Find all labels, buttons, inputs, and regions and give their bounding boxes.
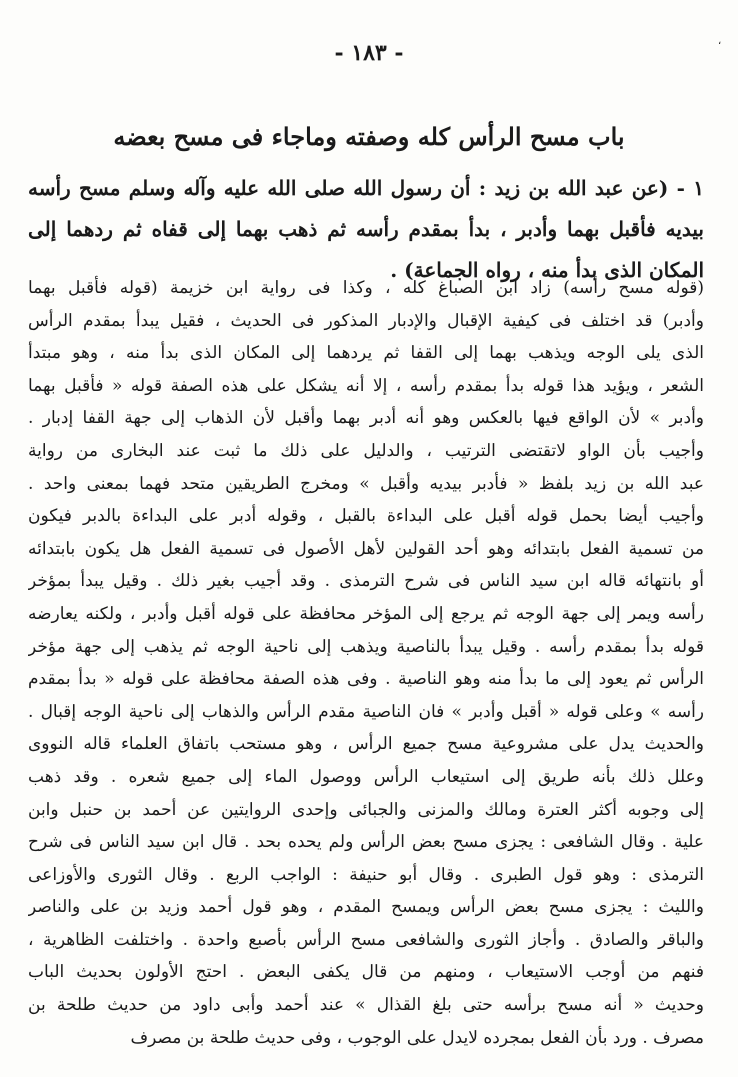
commentary-line: قوله بدأ بمقدم رأسه . وقيل يبدأ بالناصية ويذهب إلى ناحية الوجه ثم يذهب إلى جهة مؤخر	[28, 636, 704, 657]
commentary-line: علية . وقال الشافعى : يجزى مسح بعض الرأس ولم يحده بحد . قال ابن سيد الناس فى شرح	[28, 832, 704, 853]
commentary-line: والليث : يجزى مسح بعض الرأس ويمسح المقدم ، وهو قول أحمد وزيد بن على والناصر	[28, 897, 704, 918]
commentary-line: فنهم من أوجب الاستيعاب ، ومنهم من قال يكفى البعض . احتج الأولون بحديث الباب	[28, 962, 704, 983]
corner-mark: ،	[718, 36, 722, 47]
chapter-title: باب مسح الرأس كله وصفته وماجاء فى مسح بعضه	[113, 122, 625, 151]
commentary-line: الشعر ، ويؤيد هذا قوله بدأ بمقدم رأسه ، إلا أنه يشكل على هذه الصفة قوله « فأقبل بهما	[28, 375, 704, 396]
commentary	[28, 272, 704, 1054]
hadith-text: ١ - (عن عبد الله بن زيد : أن رسول الله صلى الله عليه وآله وسلم مسح رأسه بيديه فأقبل بهما وأدبر ، بدأ بمقدم رأسه ثم ذهب بهما إلى قفاه ثم ردهما إلى المكان الذى بدأ منه ، رواه الجماعة) .	[28, 176, 704, 282]
commentary-line: وأجيب بأن الواو لاتقتضى الترتيب ، والدليل على ذلك ما ثبت عند البخارى من رواية	[28, 440, 704, 461]
commentary-line: (قوله مسح رأسه) زاد ابن الصباغ كله ، وكذا فى رواية ابن خزيمة (قوله فأقبل بهما	[28, 278, 704, 298]
commentary-line: وأدبر » لأن الواقع فيها بالعكس وهو أنه أدبر بهما وأقبل لأن الذهاب إلى جهة القفا إدبار .	[28, 408, 704, 429]
commentary-line: رأسه ويمر إلى جهة الوجه ثم يرجع إلى المؤخر محافظة على قوله أقبل وأدبر ، ولكنه يعارضه	[28, 603, 704, 624]
commentary-line: الترمذى : وهو قول الطبرى . وقال أبو حنيفة : الواجب الربع . وقال الثورى والأوزاعى	[28, 864, 704, 885]
commentary-line: وأجيب أيضا بحمل قوله أقبل على البداءة بالقبل ، وقوله أدبر على البداءة بالدبر فيكون	[28, 506, 704, 527]
commentary-line: عبد الله بن زيد بلفظ « فأدبر بيديه وأقبل » ومخرج الطريقين متحد فهما بمعنى واحد .	[28, 473, 704, 494]
commentary-line: أو بانتهائه قاله ابن سيد الناس فى شرح الترمذى . وقد أجيب بغير ذلك . وقيل يبدأ بمؤخر	[28, 571, 704, 592]
commentary-line: وحديث « أنه مسح برأسه حتى بلغ القذال » عند أحمد وأبى داود من حديث طلحة بن	[28, 995, 704, 1016]
commentary-line: مصرف . ورد بأن الفعل بمجرده لايدل على الوجوب ، وفى حديث طلحة بن مصرف	[130, 1027, 704, 1048]
commentary-line: وأدبر) قد اختلف فى كيفية الإقبال والإدبار المذكور فى الحديث ، فقيل يبدأ بمقدم الرأس	[28, 310, 704, 331]
commentary-line: وعلل ذلك بأنه طريق إلى استيعاب الرأس ووصول الماء إلى جميع شعره . وقد ذهب	[28, 766, 704, 787]
commentary-line: والحديث يدل على مشروعية مسح جميع الرأس ، وهو مستحب باتفاق العلماء قاله النووى	[28, 734, 704, 755]
commentary-line: رأسه » وعلى قوله « أقبل وأدبر » فان الناصية مقدم الرأس والذهاب إلى ناحية الوجه إقبال .	[28, 701, 704, 722]
commentary-line: إلى وجوبه أكثر العترة ومالك والمزنى والجبائى وإحدى الروايتين عن أحمد بن حنبل وابن	[28, 799, 704, 820]
commentary-line: والباقر والصادق . وأجاز الثورى والشافعى مسح الرأس بأصبع واحدة . واختلفت الظاهرية ،	[28, 929, 704, 950]
page-number: - ١٨٣ -	[334, 40, 404, 66]
commentary-line: الذى يلى الوجه ويذهب بهما إلى القفا ثم يردهما إلى المكان الذى بدأ منه ، وهو مبتدأ	[28, 343, 704, 364]
commentary-line: من تسمية الفعل بابتدائه وهو أحد القولين لأهل الأصول فى تسمية الفعل هل يكون بابتدائه	[28, 538, 704, 559]
commentary-line: الرأس ثم يعود إلى ما بدأ منه وهو الناصية . وفى هذه الصفة محافظة على قوله « بدأ بمقدم	[28, 669, 704, 690]
